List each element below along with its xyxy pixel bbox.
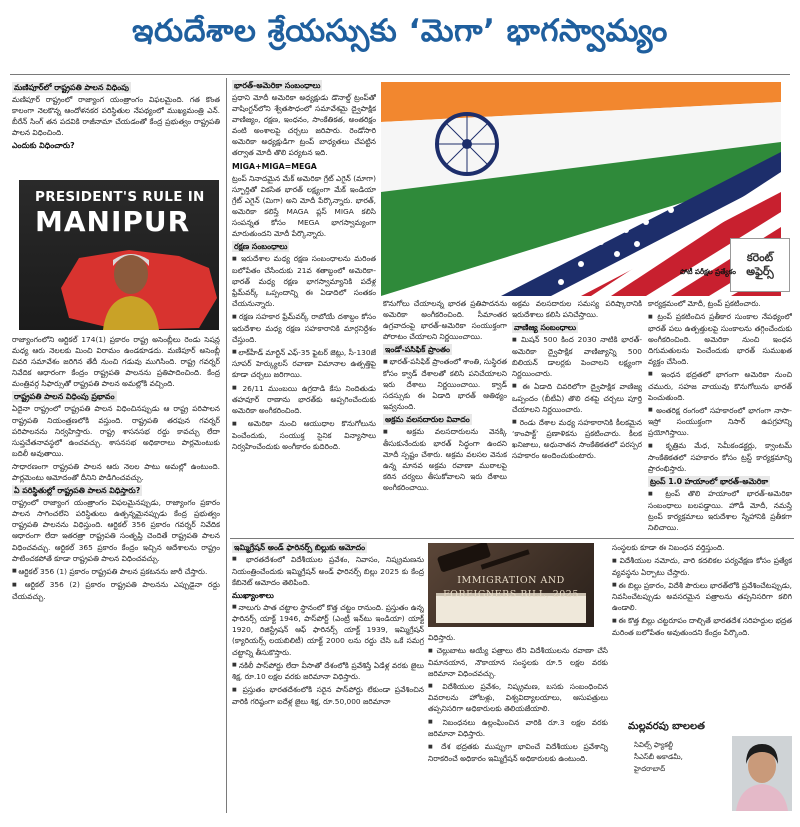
section-heading: MIGA+MIGA=MEGA [232, 161, 317, 171]
section-heading: రక్షణ సంబంధాలు [234, 242, 288, 252]
headline-text: ఇరుదేశాల శ్రేయస్సుకు ‘మెగా’ భాగస్వామ్యం [132, 12, 668, 49]
section-heading: ఇమ్మిగ్రేషన్ అండ్ ఫారినర్స్ బిల్లుకు ఆమోదం [234, 543, 366, 552]
body-text: ■ లాక్‌హీడ్ మార్టిన్ ఎఫ్-35 ఫైటర్ జెట్లు, సీ-130జే సూపర్ హెర్క్యులస్ రవాణా విమానాల ఉత్పత్తిపై కూడా చర్చలు జరిగాయి. [232, 347, 376, 381]
section-heading: భారత్-అమెరికా సంబంధాలు [234, 81, 321, 90]
body-text: ■ ట్రంప్ ప్రకటించిన ప్రతీకార సుంకాల నేపథ్యంలో భారత్ పలు ఉత్పత్తులపై సుంకాలను తగ్గించేందుకు అంగీకరించింది. అమెరికా నుంచి ఇంధన దిగుమతులను పెంచేందుకు భారత్ సుముఖత వ్యక్తం చేసింది. [648, 311, 792, 367]
body-text: ■ 26/11 ముంబయి ఉగ్రదాడి కేసు నిందితుడు తహవూర్ రాణాను భారత్‌కు అప్పగించేందుకు అమెరికా అంగీకరించింది. [232, 383, 376, 417]
author-portrait-icon [732, 736, 792, 811]
body-text: ■ కృత్రిమ మేధ, సెమీకండక్టర్లు, క్వాంటమ్ సాంకేతికతలో సహకారం కోసం ట్రస్ట్ కార్యక్రమాన్ని ప్రారంభిస్తారు. [648, 440, 792, 474]
section-heading: ముఖ్యాంశాలు [232, 590, 274, 600]
left-column-top [12, 82, 220, 178]
section-heading: రాష్ట్రపతి పాలన విధింపు ప్రభావం [14, 392, 115, 402]
body-text: ■ మిషన్ 500 కింద 2030 నాటికి భారత్-అమెరికా ద్వైపాక్షిక వాణిజ్యాన్ని 500 బిలియన్ డాలర్లకు పెంచాలని లక్ష్యంగా నిర్ణయించారు. [512, 334, 642, 379]
body-text: ■ అమెరికా నుంచి ఆయుధాల కొనుగోలును పెంచేందుకు, సంయుక్త సైనిక విన్యాసాలు నిర్వహించేందుకు అంగీకారం కుదిరింది. [232, 418, 376, 452]
body-text: ■ ఈ బిల్లు ప్రకారం, విదేశీ పౌరులు భారత్‌లోకి ప్రవేశించేటప్పుడు, నివసించేటప్పుడు అవసరమైన పత్రాలను తప్పనిసరిగా కలిగి ఉండాలి. [612, 580, 792, 614]
body-text: ఏదైనా రాష్ట్రంలో రాష్ట్రపతి పాలన విధించినప్పుడు ఆ రాష్ట్ర పరిపాలన రాష్ట్రపతి నియంత్రణలోకి వస్తుంది. రాష్ట్రపతి తరఫున గవర్నర్ పరిపాలనను నిర్వహిస్తారు. రాష్ట్ర శాసనసభ రద్దు కావచ్చు లేదా సుప్తచేతనావస్థలో ఉంచవచ్చు. శాసనసభ అధికారాలు పార్లమెంటుకు బదిలీ అవుతాయి. [12, 404, 220, 458]
body-text: ■ భారత్-పసిఫిక్ ప్రాంతంలో శాంతి, సుస్థిరత కోసం క్వాడ్ దేశాలతో కలిసి పనిచేయాలని ఇరు దేశాలు నిర్ణయించాయి. క్వాడ్ సదస్సుకు ఈ ఏడాది భారత్ ఆతిథ్యం ఇవ్వనుంది. [383, 356, 507, 412]
author-name: మల్లవరపు బాలలత [628, 721, 705, 732]
section-heading: ఇండో-పసిఫిక్ ప్రాంతం [385, 345, 450, 355]
book-title-line1: IMMIGRATION AND [457, 575, 565, 586]
body-text: ట్రంప్ నినాదమైన మేక్ అమెరికా గ్రేట్ ఎగైన్ (మాగా) స్ఫూర్తితో వికసిత భారత్ లక్ష్యంగా మేక్ ఇండియా గ్రేట్ ఎగైన్ (మిగా) అని మోదీ పేర్కొన్నారు. భారత్, అమెరికా కలిస్తే MAGA ప్లస్ MIGA కలిసి సంపన్నత కోసం MEGA భాగస్వామ్యంగా మారుతుందని మోదీ పేర్కొన్నారు. [232, 173, 376, 239]
body-text: రాష్ట్రంలో రాజ్యాంగ యంత్రాంగం విఫలమైనప్పుడు, రాజ్యాంగం ప్రకారం పాలన సాగించలేని పరిస్థితులు ఉత్పన్నమైనప్పుడు కేంద్ర ప్రభుత్వం రాష్ట్రపతి పాలనను విధిస్తుంది. ఆర్టికల్ 356 ప్రకారం గవర్నర్ నివేదిక ఆధారంగా లేదా ఇతరత్రా రాష్ట్రపతి సంతృప్తి చెందితే రాష్ట్రపతి పాలన విధించవచ్చు. ఆర్టికల్ 365 ప్రకారం కేంద్రం ఇచ్చిన ఆదేశాలను రాష్ట్రం పాటించకపోతే కూడా రాష్ట్రపతి పాలన విధించవచ్చు. [12, 498, 220, 563]
author-photo [732, 736, 792, 811]
poster-title-line1: PRESIDENT'S RULE IN [35, 189, 205, 205]
section-heading: మణిపూర్‌లో రాష్ట్రపతి పాలన విధింపు [14, 83, 129, 92]
immigration-bill-image [428, 543, 594, 627]
immigration-article-col3 [612, 542, 792, 714]
middle-column [232, 80, 376, 536]
immigration-article-col2 [428, 632, 608, 814]
section-heading: ట్రంప్ 1.0 హయాంలో భారత్-అమెరికా [650, 477, 769, 487]
body-text: ■ ఇంధన భద్రతలో భాగంగా అమెరికా నుంచి చమురు, సహజ వాయువు కొనుగోలును భారత్ పెంచుతుంది. [648, 369, 792, 403]
body-text: ■ ఆర్టికల్ 356 (1) ప్రకారం రాష్ట్రపతి పాలన ప్రకటనను జారీ చేస్తారు. [12, 566, 220, 578]
body-text: ■ ప్రస్తుతం భారతదేశంలోకి సరైన పాస్‌పోర్టు లేకుండా ప్రవేశించిన వారికి గరిష్ఠంగా ఐదేళ్ల జైలు శిక్ష, రూ.50,000 జరిమానా [232, 684, 424, 707]
divider [10, 74, 790, 75]
image-caption: పోటీ పరీక్షల ప్రత్యేకం [680, 268, 736, 276]
body-text: ■ నాలుగు పాత చట్టాల స్థానంలో కొత్త చట్టం రానుంది. ప్రస్తుతం ఉన్న ఫారినర్స్ యాక్ట్ 1946, పాస్‌పోర్ట్ (ఎంట్రీ ఇన్‌టు ఇండియా) యాక్ట్ 1920, రిజిస్ట్రేషన్ ఆఫ్ ఫారినర్స్ యాక్ట్ 1939, ఇమ్మిగ్రేషన్ (క్యారియర్స్ లయబిలిటీ) యాక్ట్ 2000 లను రద్దు చేసి ఒకే సమగ్ర చట్టాన్ని తీసుకొస్తారు. [232, 602, 424, 658]
body-text: సంస్థలకు కూడా ఈ నిబంధన వర్తిస్తుంది. [612, 543, 725, 552]
divider [230, 538, 794, 539]
body-text: ■ నిబంధనలు ఉల్లంఘించిన వారికి రూ.3 లక్షల వరకు జరిమానా విధిస్తారు. [428, 717, 608, 740]
current-affairs-badge [730, 238, 790, 292]
body-text: అక్రమ వలసదారుల సమస్య పరిష్కారానికి ఇరుదేశాలు కలిసి పనిచేస్తాయి. [512, 299, 642, 320]
india-us-flags-image [381, 82, 781, 296]
body-text: సాధారణంగా రాష్ట్రపతి పాలన ఆరు నెలల పాటు అమల్లో ఉంటుంది. పార్లమెంటు ఆమోదంతో దీనిని పొడిగించవచ్చు. [12, 461, 220, 483]
section-heading: ఎందుకు విధించారు? [12, 141, 75, 151]
body-text: ■ ట్రంప్ తొలి హయాంలో భారత్-అమెరికా సంబంధాలు బలపడ్డాయి. హౌడీ మోదీ, నమస్తే ట్రంప్ కార్యక్రమాలు ఇరుదేశాల స్నేహానికి ప్రతీకగా నిలిచాయి. [648, 488, 792, 533]
divider [226, 78, 227, 813]
body-text: రాజ్యాంగంలోని ఆర్టికల్ 174(1) ప్రకారం రాష్ట్ర అసెంబ్లీలు రెండు సెషన్ల మధ్య ఆరు నెలలకు మించి విరామం ఉండకూడదు. మణిపూర్ అసెంబ్లీ చివరి సమావేశం జరిగిన తేదీ నుంచి గడువు ముగిసింది. రాష్ట్ర గవర్నర్ నివేదిక ఆధారంగా కేంద్రం రాష్ట్రపతి పాలనను ప్రతిపాదించింది. కేంద్ర మంత్రివర్గ సిఫార్సుతో రాష్ట్రపతి పాలన అమల్లోకి వచ్చింది. [12, 335, 220, 389]
column-4 [512, 298, 642, 536]
author-box [612, 717, 795, 813]
left-column-body [12, 334, 220, 814]
body-text: ■ అంతరిక్ష రంగంలో సహకారంలో భాగంగా నాసా-ఇస్రో సంయుక్తంగా నిసార్ ఉపగ్రహాన్ని ప్రయోగిస్తాయి. [648, 405, 792, 439]
body-text: విధిస్తారు. [428, 633, 456, 642]
flags-icon [381, 82, 781, 296]
body-text: మణిపూర్ రాష్ట్రంలో రాజ్యాంగ యంత్రాంగం విఫలమైంది. గత కొంత కాలంగా నెలకొన్న ఆందోళనకర పరిస్థితుల నేపథ్యంలో ముఖ్యమంత్రి ఎన్. బీరేన్ సింగ్ తన పదవికి రాజీనామా చేయడంతో కేంద్ర ప్రభుత్వం రాష్ట్రపతి పాలన విధించింది. [12, 95, 220, 138]
section-heading: ఏ పరిస్థితుల్లో రాష్ట్రపతి పాలన విధిస్తారు? [14, 486, 141, 496]
body-text: ■ భారతదేశంలో విదేశీయుల ప్రవేశం, నివాసం, నిష్క్రమణను నియంత్రించేందుకు ఇమ్మిగ్రేషన్ అండ్ ఫారినర్స్ బిల్లు 2025 కు కేంద్ర కేబినెట్ ఆమోదం తెలిపింది. [232, 554, 424, 588]
author-institution: సీఎస్‌బీ అకాడమీ, [634, 753, 683, 761]
badge-line1: కరెంట్ [746, 251, 774, 264]
body-text: ■ ఇరుదేశాల మధ్య రక్షణ సంబంధాలను మరింత బలోపేతం చేసేందుకు 21వ శతాబ్దంలో అమెరికా-భారత్ మధ్య రక్షణ భాగస్వామ్యానికి పదేళ్ల ఫ్రేమ్‌వర్క్ ఒప్పందాన్ని ఈ ఏడాదిలో సంతకం చేయనున్నారు. [232, 253, 376, 309]
body-text: ■ రక్షణ సహకార ఫ్రేమ్‌వర్క్ రాబోయే దశాబ్దం కోసం ఇరుదేశాల మధ్య రక్షణ సహకారానికి మార్గనిర్దేశం చేస్తుంది. [232, 311, 376, 345]
author-role: సివిల్స్ ఫ్యాకల్టీ [634, 741, 673, 749]
body-text: ■ దేశ భద్రతకు ముప్పుగా భావించే విదేశీయుల ప్రవేశాన్ని నిరాకరించే అధికారం ఇమ్మిగ్రేషన్ అధికారులకు ఉంటుంది. [428, 741, 608, 764]
body-text: ■ విదేశీయుల ప్రవేశం, నిష్క్రమణ, బసకు సంబంధించిన వివరాలను హోటళ్లు, విశ్వవిద్యాలయాలు, ఆసుపత్రులు తప్పనిసరిగా అధికారులకు తెలియజేయాలి. [428, 681, 608, 715]
body-text: ■ ఈ కొత్త బిల్లు చట్టరూపం దాల్చితే భారతదేశ సరిహద్దుల భద్రత మరింత బలోపేతం అవుతుందని కేంద్రం పేర్కొంది. [612, 615, 792, 638]
body-text: ■ విదేశీయుల నమోదు, వారి కదలికల పర్యవేక్షణ కోసం ప్రత్యేక వ్యవస్థను ఏర్పాటు చేస్తారు. [612, 555, 792, 578]
body-text: కార్యక్రమంలో మోదీ, ట్రంప్ ప్రకటించారు. [648, 299, 761, 308]
body-text: ప్రధాని మోదీ అమెరికా అధ్యక్షుడు డొనాల్డ్ ట్రంప్‌తో వాషింగ్టన్‌లోని శ్వేతసౌధంలో సమావేశమై ద్వైపాక్షిక వాణిజ్యం, రక్షణ, ఇంధనం, సాంకేతికత, అంతరిక్షం వంటి అంశాలపై చర్చలు జరిపారు. రెండోసారి అమెరికా అధ్యక్షుడిగా ట్రంప్ బాధ్యతలు చేపట్టిన తర్వాత మోదీ తొలి పర్యటన ఇది. [232, 93, 376, 158]
body-text: ■ అక్రమ వలసదారులను వెనక్కి తీసుకునేందుకు భారత్ సిద్ధంగా ఉందని మోదీ స్పష్టం చేశారు. అక్రమ వలసల వెనుక ఉన్న మానవ అక్రమ రవాణా ముఠాలపై కఠిన చర్యలు తీసుకోవాలని ఇరు దేశాలు అంగీకరించాయి. [383, 426, 507, 493]
poster-title-line2: MANIPUR [35, 205, 191, 238]
section-heading: అక్రమ వలసదారుల వివాదం [385, 415, 470, 425]
body-text: కొనుగోలు చేయాలన్న భారత ప్రతిపాదనను అమెరికా అంగీకరించింది. సీమాంతర ఉగ్రవాదంపై భారత్-అమెరికా సంయుక్తంగా పోరాటం చేయాలని నిర్ణయించాయి. [383, 299, 507, 342]
body-text: ■ రెండు దేశాల మధ్య సహకారానికి కీలకమైన ‘కాంపాక్ట్’ ప్రణాళికను ప్రకటించారు. కీలక ఖనిజాలు, అధునాతన సాంకేతికతలో పరస్పర సహకారం అందించుకుంటారు. [512, 417, 642, 462]
body-text: ■ నకిలీ పాస్‌పోర్టు లేదా వీసాతో దేశంలోకి ప్రవేశిస్తే ఏడేళ్ల వరకు జైలు శిక్ష, రూ.10 లక్షల వరకు జరిమానా విధిస్తారు. [232, 660, 424, 683]
manipur-poster-image [19, 180, 219, 330]
section-heading: వాణిజ్య సంబంధాలు [514, 323, 577, 333]
column-5 [648, 298, 792, 536]
badge-line2: అఫైర్స్ [746, 265, 774, 278]
immigration-article [232, 542, 424, 814]
page-headline [0, 0, 800, 68]
portrait-icon [103, 246, 159, 330]
book-title-line2: FOREIGNERS BILL, 2025 [443, 589, 579, 600]
body-text: ■ ఆర్టికల్ 356 (2) ప్రకారం రాష్ట్రపతి పాలనను ఎప్పుడైనా రద్దు చేయవచ్చు. [12, 579, 220, 602]
column-3 [383, 298, 507, 536]
body-text: ■ చెల్లుబాటు అయ్యే పత్రాలు లేని విదేశీయులను రవాణా చేసే విమానయాన, నౌకాయాన సంస్థలకు రూ.5 లక్షల వరకు జరిమానా విధించవచ్చు. [428, 645, 608, 679]
body-text: ■ ఈ ఏడాది చివరిలోగా ద్వైపాక్షిక వాణిజ్య ఒప్పందం (బీటీఏ) తొలి దశపై చర్చలు పూర్తి చేయాలని నిర్ణయించారు. [512, 381, 642, 415]
author-city: హైదరాబాద్ [634, 765, 666, 773]
